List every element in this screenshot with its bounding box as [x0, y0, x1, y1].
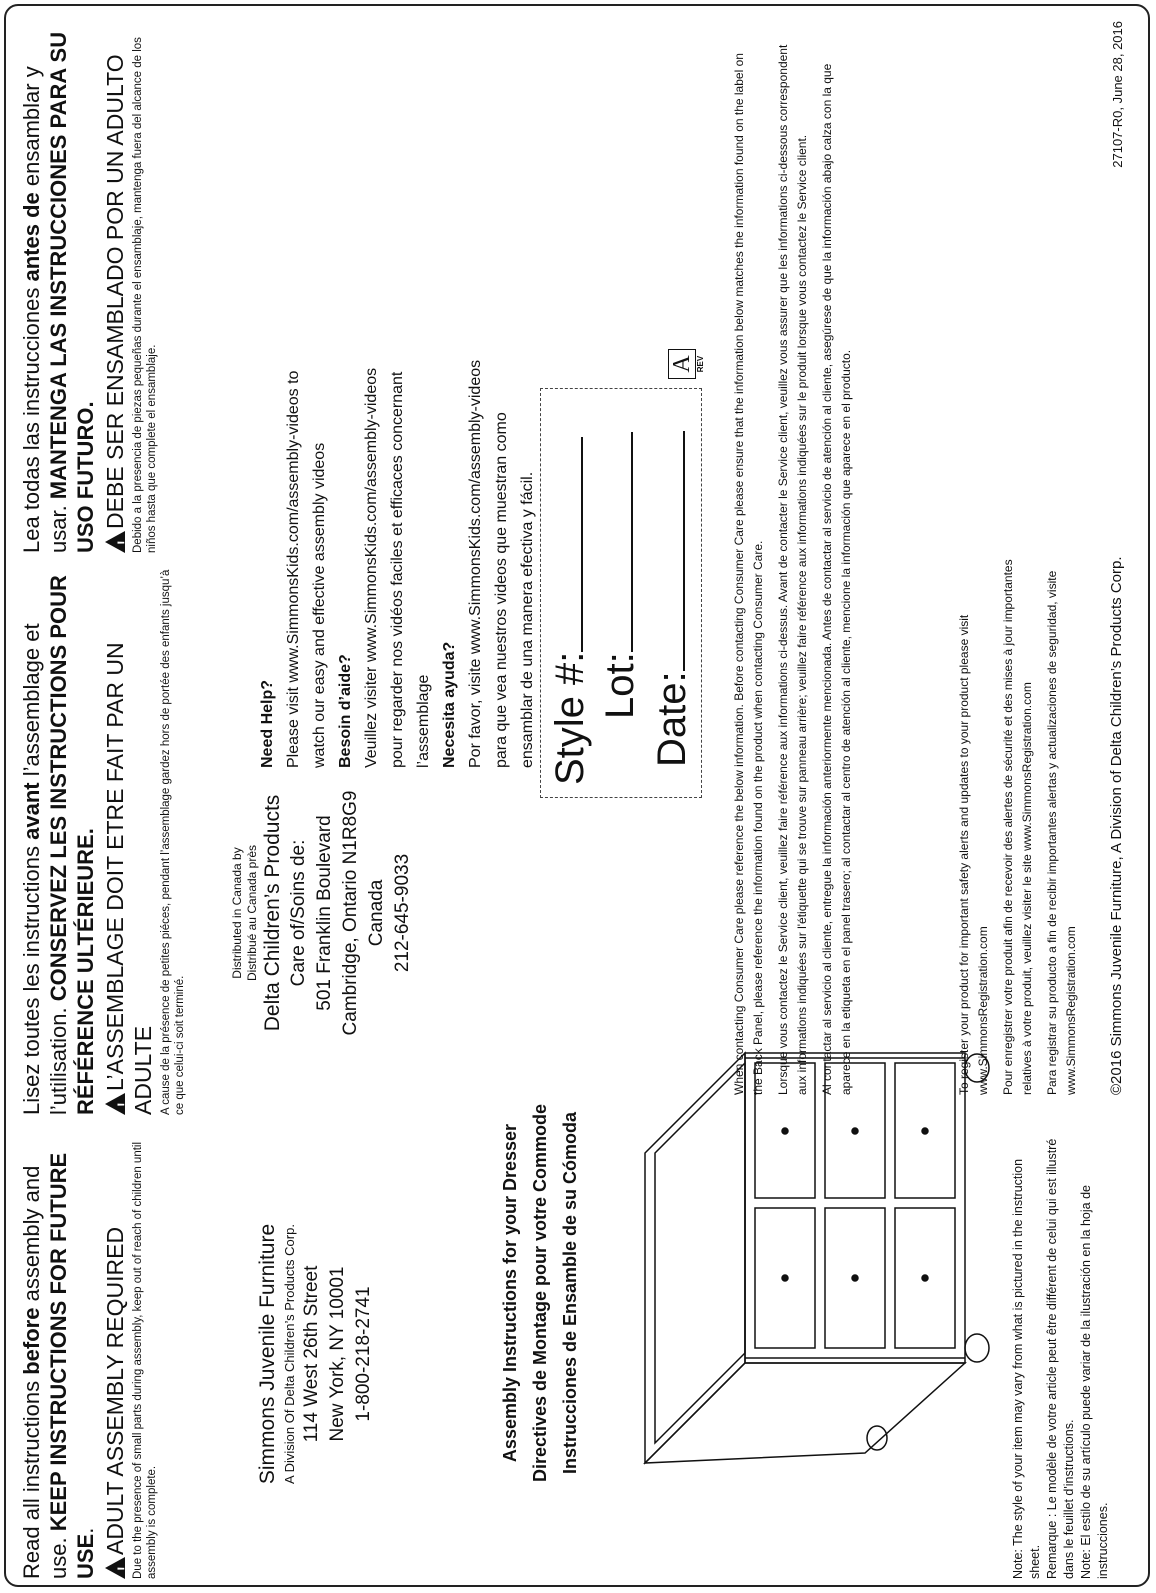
- style-field: Style #:: [547, 437, 593, 785]
- us-address: Simmons Juvenile Furniture A Division Of Delta Children’s Products Corp. 114 West 26th Street New York, NY 10001 1-800-218-2741: [256, 1223, 374, 1485]
- french-warning-text: A cause de la présence de petites piéces, pendant l’assemblage gardez hors de portée des enfants jusqu’à ce que celui-ci soit terminé.: [160, 569, 186, 1115]
- drawers: [755, 1063, 955, 1348]
- warning-icon: !: [105, 1093, 125, 1115]
- spanish-warning-title: ! DEBE SER ENSAMBLADO POR UN ADULTO: [101, 18, 129, 553]
- dresser-illustration: [615, 1043, 1005, 1483]
- help-section: Need Help? Please visit www.SimmonsKids.com/assembly-videos to watch our easy and effective assembly videos Besoin d’aide? Veuillez visiter www.SimmonsKids.com/assembly-videos pour regarder nos vidéos faciles et efficaces concernant l’assemblage Necesita ayuda? Por favor, visite www.SimmonsKids.com/assembly-videos para que vea nuestros videos que muestran como ensamblar de una manera efectiva y fácil.: [259, 359, 536, 768]
- warning-icon: !: [105, 1557, 125, 1579]
- english-intro: Read all instructions before assembly and use. KEEP INSTRUCTIONS FOR FUTURE USE.: [19, 1152, 98, 1579]
- copyright: ©2016 Simmons Juvenile Furniture, A Division of Delta Children’s Products Corp.: [1108, 556, 1125, 1095]
- spanish-intro: Lea todas las instrucciones antes de ensamblar y usar. MANTENGA LAS INSTRUCCIONES PARA SU USO FUTURO.: [19, 31, 98, 553]
- document-title: Assembly Instructions for your Dresser Directives de Montage pour votre Commode Instrucciones de Ensamble de su Cómoda: [500, 1103, 580, 1483]
- consumer-care-section: When contacting Consumer Care please reference the below information. Before contacting Consumer Care please ensure that the information below matches the information found on the label on the Back Panel, please reference the information found on the product when contacting Consumer Care. Lorsque vous contactez le Service client, veuillez faire référence aux informations ci-dessus. Avant de contacter le Service client, veuillez vous assurer que les informations ci-dessous correspondent aux informations indiquées sur l'étiquette qui se trouve sur panneau arrière; veuillez faire référence aux informations indiquées sur le produit lorsque vous contactez le Service client. Al contactar al servicio al cliente, entregue la información anteriormente mencionada. Antes de contactar al servicio de atención al cliente, asegúrese de que la información abajo calza con la que aparece en la etiqueta en el panel trasero; al contactar al centro de atención al cliente, mencione la información que aparece en el producto.: [732, 44, 853, 1095]
- lot-field: Lot:: [597, 432, 643, 719]
- revision-badge: A REV: [668, 349, 705, 379]
- product-info-box: [540, 388, 702, 798]
- canada-address: Distributed in Canada by Distribué au Canada près Delta Children’s Products Care of/Soins de: 501 Franklin Boulevard Cambridge, Ontario N1R8G9 Canada 212-645-9033: [230, 790, 413, 1036]
- spanish-warning-text: Debido a la presencia de piezas pequeñas durante el ensamblaje, mantenga fuera del alcance de los niños hasta que complete el ensamblaje.: [132, 37, 158, 553]
- registration-section: To register your product for important safety alerts and updates to your product please visit www.SimmonsRegistration.com Pour enregistrer votre produit afin de recevoir des alertes de sécurité et des mises à jour importantes relatives à votre produit, veuillez visiter le site www.SimmonsRegistration.com Para registrar su producto a fin de recibir importantes alertas y actualizaciones de seguridad, visite www.SimmonsRegistration.com: [957, 559, 1078, 1095]
- english-warning-text: Due to the presence of small parts during assembly, keep out of reach of children until assembly is complete.: [132, 1141, 158, 1579]
- english-warning-title: ! ADULT ASSEMBLY REQUIRED: [101, 1134, 129, 1579]
- document-code: 27107-R0, June 28, 2016: [1110, 21, 1125, 168]
- english-section: [18, 1134, 159, 1579]
- french-warning-title: ! L’ASSEMBLAGE DOIT ETRE FAIT PAR UN ADULTE: [102, 642, 156, 1115]
- french-intro: Lisez toutes les instructions avant l’assemblage et l’utilisation. CONSERVEZ LES INSTRUCTIONS POUR RÉFÉRENCE ULTÉRIEURE.: [19, 575, 98, 1115]
- warning-icon: !: [105, 531, 125, 553]
- french-section: [18, 560, 187, 1115]
- style-note: Note: The style of your item may vary from what is pictured in the instruction sheet. Remarque : Le modèle de votre article peut être différent de celui qui est illustré dans le feuillet d'instructions. Note: El estilo de su artículo puede variar de la ilustración en la hoja de instrucciones.: [1011, 1138, 1110, 1579]
- spanish-section: [18, 18, 159, 553]
- dresser-top: [645, 1053, 745, 1463]
- date-field: Date:: [649, 431, 695, 767]
